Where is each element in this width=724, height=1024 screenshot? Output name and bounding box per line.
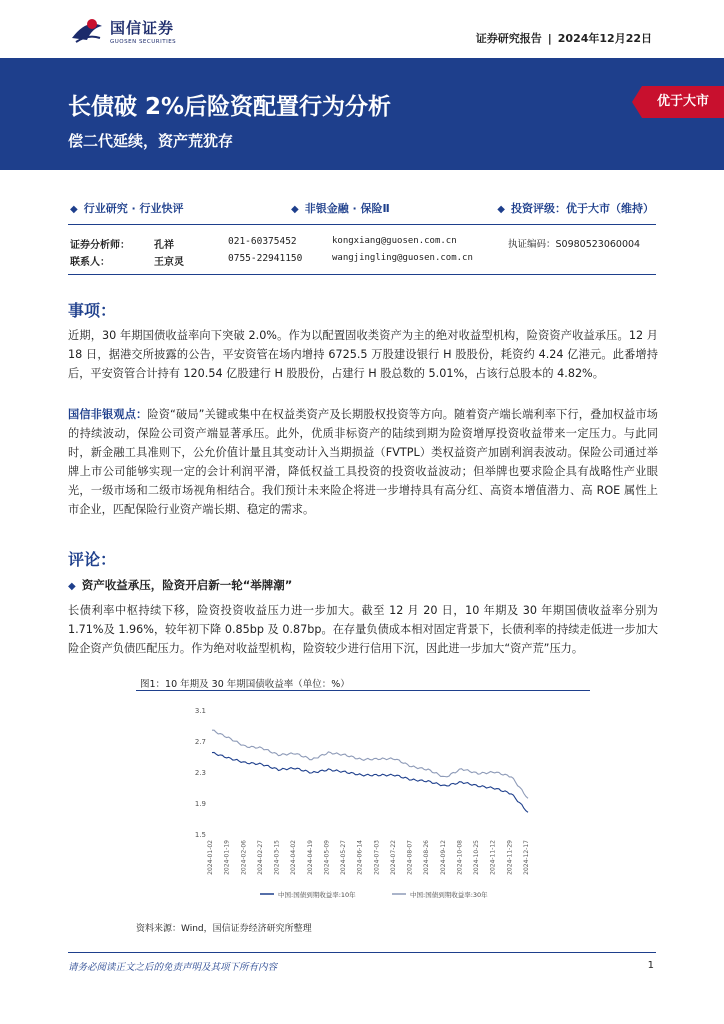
x-tick-label: 2024-04-19	[306, 840, 314, 875]
rating-badge: 优于大市	[642, 86, 724, 118]
contact-row: 联系人： 王京灵 0755-22941150 wangjingling@guosen.com.cn	[70, 253, 508, 268]
footer-rule	[68, 952, 656, 953]
footer-disclaimer: 请务必阅读正文之后的免责声明及其项下所有内容	[68, 962, 278, 973]
figure-rule	[136, 690, 590, 691]
x-tick-label: 2024-01-19	[223, 840, 231, 875]
diamond-icon: ◆	[291, 204, 299, 215]
diamond-icon: ◆	[68, 581, 76, 592]
title-banner	[0, 58, 724, 170]
x-tick-label: 2024-06-14	[356, 840, 364, 875]
x-tick-label: 2024-08-26	[423, 840, 431, 875]
category-rating: ◆ 投资评级：优于大市（维持）	[497, 202, 654, 215]
diamond-icon: ◆	[497, 204, 505, 215]
y-tick-label: 1.9	[194, 800, 206, 808]
legend-label: 中国:国债到期收益率:10年	[278, 891, 356, 899]
comment-paragraph: 长债利率中枢持续下移，险资投资收益压力进一步加大。截至 12 月 20 日，10 年期及 30 年期国债收益率分别为 1.71%及 1.96%，较年初下降 0.85bp 及 0.87bp。在存量负债成本相对固定背景下，长债利率的持续走低进一步加大险企资产负债匹配压力。作为绝对收益型机构，险资较少进行信用下沉，因此进一步加大“资产荒”压力。	[68, 604, 658, 655]
figure-source: 资料来源：Wind，国信证券经济研究所整理	[136, 924, 312, 934]
divider	[68, 224, 656, 225]
x-tick-label: 2024-10-08	[456, 840, 464, 875]
page-number: 1	[647, 960, 654, 971]
x-tick-label: 2024-11-29	[506, 840, 514, 875]
section-heading-comment: 评论：	[68, 550, 117, 569]
event-paragraph: 近期，30 年期国债收益率向下突破 2.0%。作为以配置固收类资产为主的绝对收益型机构，险资资产收益承压。12 月 18 日，据港交所披露的公告，平安资管在场内增持 6725.5 万股建设银行 H 股股份，耗资约 4.24 亿港元。此番增持后，平安资管合计持有 120.54 亿股建行 H 股股份，占建行 H 股总数的 5.01%，占该行总股本的 4.82%。	[68, 329, 658, 380]
chart-svg	[188, 700, 548, 910]
series-line	[212, 730, 528, 798]
x-tick-label: 2024-07-03	[373, 840, 381, 875]
report-title: 长债破 2%后险资配置行为分析	[68, 94, 392, 120]
x-tick-label: 2024-12-17	[523, 840, 530, 875]
x-tick-label: 2024-04-02	[290, 840, 298, 875]
view-paragraph: 国信非银观点：险资“破局”关键或集中在权益类资产及长期股权投资等方向。随着资产端长端利率下行，叠加权益市场的持续波动，保险公司资产端显著承压。此外，优质非标资产的陆续到期为险资增厚投资收益带来一定压力。与此同时，新金融工具准则下，公允价值计量且其变动计入当期损益（FVTPL）类权益资产加剧利润表波动。保险公司通过举牌上市公司能够实现一定的会计利润平滑，降低权益工具投资的投资收益波动；但举牌也要求险企具有战略性产业眼光，一级市场和二级市场视角相结合。我们预计未来险企将进一步增持具有高分红、高资本增值潜力、高 ROE 属性上市企业，匹配保险行业资产端长期、稳定的需求。	[68, 408, 658, 516]
x-tick-label: 2024-02-27	[256, 840, 264, 875]
report-date: 2024年12月22日	[557, 32, 652, 45]
category-row	[70, 200, 654, 216]
top-header	[0, 0, 724, 58]
logo-name-en: GUOSEN SECURITIES	[110, 39, 177, 45]
report-meta	[476, 30, 652, 46]
diamond-icon: ◆	[70, 204, 78, 215]
analyst-row: 证券分析师： 孔祥 021-60375452 kongxiang@guosen.com.cn 执证编码：S0980523060004	[70, 236, 641, 251]
x-tick-label: 2024-08-07	[406, 840, 414, 875]
category-sector: ◆ 非银金融 · 保险Ⅱ	[291, 202, 390, 215]
view-label: 国信非银观点：	[68, 408, 148, 421]
category-industry: ◆ 行业研究 · 行业快评	[70, 202, 184, 215]
x-tick-label: 2024-07-22	[389, 840, 397, 875]
x-tick-label: 2024-10-25	[473, 840, 481, 875]
meta-separator: |	[547, 32, 552, 45]
yield-chart	[188, 700, 548, 914]
contact-email[interactable]: wangjingling@guosen.com.cn	[332, 253, 473, 263]
figure-caption: 图1：10 年期及 30 年期国债收益率（单位：%）	[140, 679, 350, 690]
x-tick-label: 2024-11-12	[489, 840, 497, 875]
guosen-logo-icon	[70, 16, 104, 46]
y-tick-label: 2.7	[194, 738, 206, 746]
report-subtitle: 偿二代延续，资产荒犹存	[68, 132, 234, 150]
y-tick-label: 3.1	[194, 707, 206, 715]
legend-label: 中国:国债到期收益率:30年	[410, 891, 488, 899]
x-tick-label: 2024-09-12	[439, 840, 447, 875]
y-tick-label: 1.5	[194, 831, 206, 839]
analyst-email[interactable]: kongxiang@guosen.com.cn	[332, 236, 457, 246]
divider	[68, 274, 656, 275]
comment-subheading: ◆ 资产收益承压，险资开启新一轮“举牌潮”	[68, 578, 293, 592]
logo-name-cn: 国信证券	[110, 19, 175, 37]
series-line	[212, 752, 528, 812]
x-tick-label: 2024-03-15	[273, 840, 281, 875]
x-tick-label: 2024-02-06	[240, 840, 248, 875]
report-type: 证券研究报告	[475, 32, 542, 45]
y-tick-label: 2.3	[194, 769, 206, 777]
x-tick-label: 2024-05-27	[340, 840, 348, 875]
section-heading-event: 事项：	[68, 301, 117, 320]
x-tick-label: 2024-01-02	[207, 840, 214, 875]
brand-logo	[70, 16, 176, 46]
x-tick-label: 2024-05-09	[323, 840, 331, 875]
